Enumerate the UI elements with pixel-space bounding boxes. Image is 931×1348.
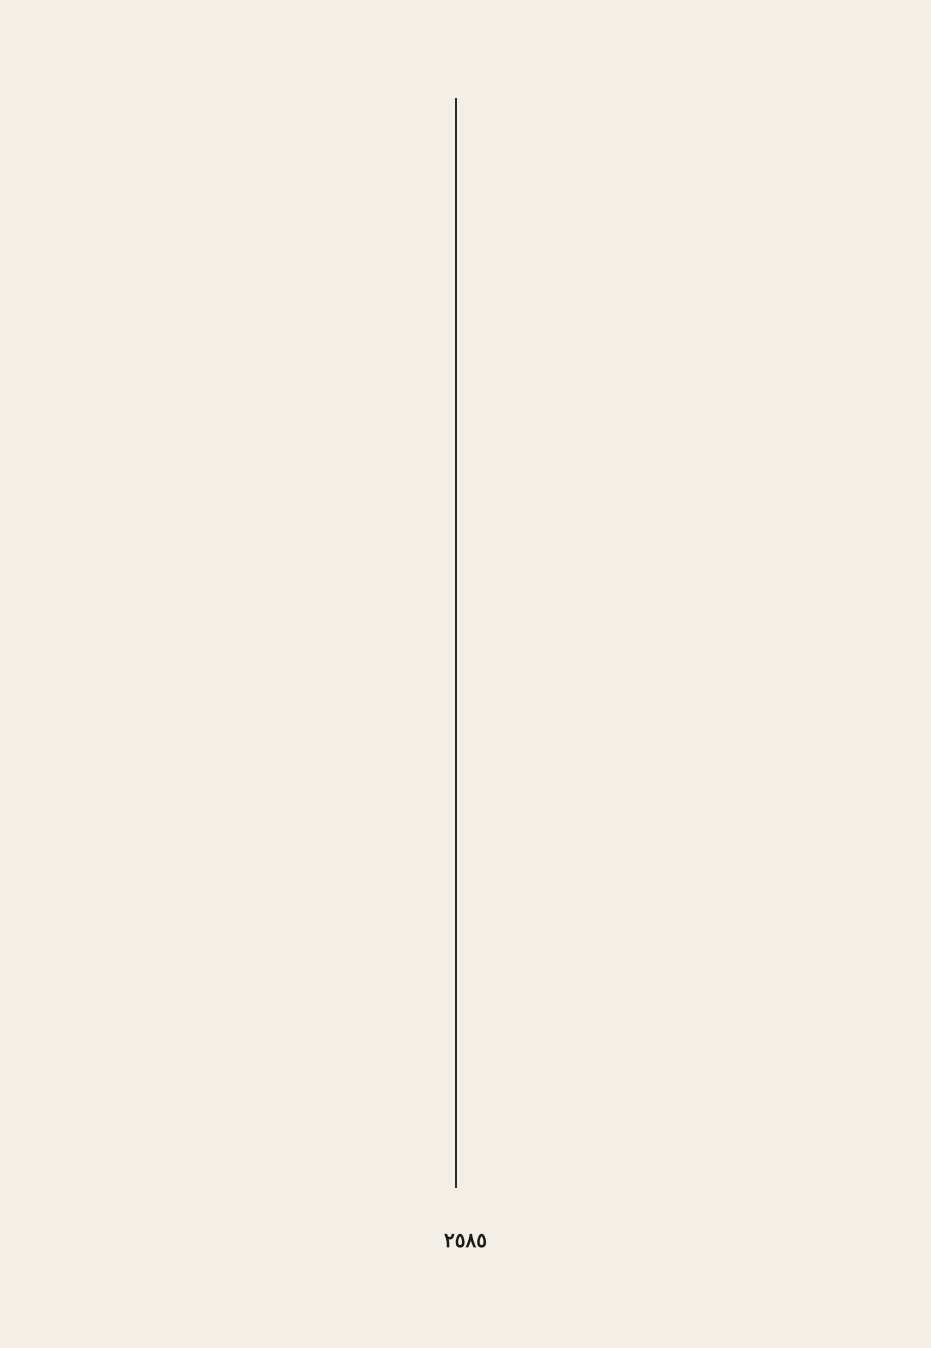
column-divider (455, 98, 457, 1188)
page-number: ٢٥٨٥ (444, 1228, 487, 1252)
